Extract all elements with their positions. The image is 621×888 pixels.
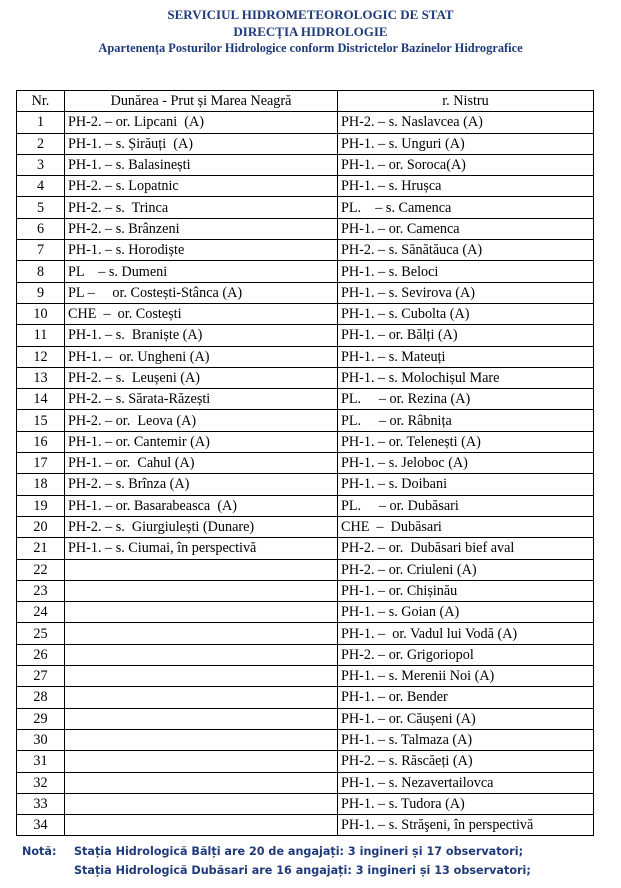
row-number: 29: [17, 708, 65, 729]
table-row: [17, 751, 594, 772]
nistru-post: PH-1. – or. Telenești (A): [338, 431, 594, 452]
danube-prut-post: PH-2. – s. Leușeni (A): [65, 367, 338, 388]
row-number: 27: [17, 666, 65, 687]
danube-prut-post: [65, 815, 338, 836]
danube-prut-post: PH-2. – s. Brînza (A): [65, 474, 338, 495]
row-number: 33: [17, 793, 65, 814]
row-number: 26: [17, 644, 65, 665]
nistru-post: PH-1. – or. Camenca: [338, 218, 594, 239]
nistru-post: PH-1. – s. Doibani: [338, 474, 594, 495]
nistru-post: PH-1. – s. Jeloboc (A): [338, 453, 594, 474]
row-number: 25: [17, 623, 65, 644]
danube-prut-post: [65, 772, 338, 793]
hydrological-posts-table: [16, 90, 594, 836]
column-header-danube-prut: Dunărea - Prut și Marea Neagră: [65, 91, 338, 112]
row-number: 31: [17, 751, 65, 772]
danube-prut-post: PH-1. – or. Ungheni (A): [65, 346, 338, 367]
nistru-post: PH-1. – or. Bender: [338, 687, 594, 708]
column-header-nistru: r. Nistru: [338, 91, 594, 112]
table-row: [17, 538, 594, 559]
danube-prut-post: PL – or. Costești-Stânca (A): [65, 282, 338, 303]
row-number: 34: [17, 815, 65, 836]
danube-prut-post: PH-2. – s. Brânzeni: [65, 218, 338, 239]
nistru-post: PH-2. – s. Răscăeți (A): [338, 751, 594, 772]
nistru-post: PH-1. – s. Merenii Noi (A): [338, 666, 594, 687]
table-row: [17, 772, 594, 793]
row-number: 17: [17, 453, 65, 474]
table-row: [17, 474, 594, 495]
table-row: [17, 367, 594, 388]
danube-prut-post: PH-2. – or. Lipcani (A): [65, 112, 338, 133]
danube-prut-post: [65, 580, 338, 601]
danube-prut-post: [65, 623, 338, 644]
note: [22, 842, 612, 880]
row-number: 24: [17, 602, 65, 623]
table-row: [17, 431, 594, 452]
table-row: [17, 708, 594, 729]
danube-prut-post: PH-2. – s. Giurgiulești (Dunare): [65, 516, 338, 537]
nistru-post: PL. – s. Camenca: [338, 197, 594, 218]
row-number: 12: [17, 346, 65, 367]
nistru-post: PL. – or. Dubăsari: [338, 495, 594, 516]
row-number: 22: [17, 559, 65, 580]
danube-prut-post: PH-1. – or. Cantemir (A): [65, 431, 338, 452]
nistru-post: PH-1. – s. Molochișul Mare: [338, 367, 594, 388]
nistru-post: PH-2. – or. Criuleni (A): [338, 559, 594, 580]
danube-prut-post: PH-1. – s. Balasinești: [65, 154, 338, 175]
table-row: [17, 218, 594, 239]
nistru-post: PH-1. – s. Mateuți: [338, 346, 594, 367]
note-line-balti: Stația Hidrologică Bălți are 20 de angajați: 3 ingineri și 17 observatori;: [74, 845, 524, 858]
danube-prut-post: [65, 666, 338, 687]
danube-prut-post: [65, 644, 338, 665]
nistru-post: PH-2. – or. Grigoriopol: [338, 644, 594, 665]
danube-prut-post: PH-1. – s. Braniște (A): [65, 325, 338, 346]
nistru-post: PH-2. – or. Dubăsari bief aval: [338, 538, 594, 559]
nistru-post: PH-2. – s. Sănătăuca (A): [338, 240, 594, 261]
row-number: 18: [17, 474, 65, 495]
table-row: [17, 644, 594, 665]
table-row: [17, 303, 594, 324]
table-row: [17, 559, 594, 580]
row-number: 13: [17, 367, 65, 388]
document-header: [0, 6, 621, 57]
table-row: [17, 815, 594, 836]
row-number: 14: [17, 389, 65, 410]
nistru-post: PH-1. – s. Beloci: [338, 261, 594, 282]
row-number: 30: [17, 729, 65, 750]
row-number: 5: [17, 197, 65, 218]
danube-prut-post: PH-1. – or. Basarabeasca (A): [65, 495, 338, 516]
danube-prut-post: [65, 708, 338, 729]
danube-prut-post: PH-1. – s. Șirăuți (A): [65, 133, 338, 154]
nistru-post: PH-1. – s. Talmaza (A): [338, 729, 594, 750]
danube-prut-post: PH-1. – s. Ciumai, în perspectivă: [65, 538, 338, 559]
row-number: 19: [17, 495, 65, 516]
nistru-post: PH-1. – or. Bălți (A): [338, 325, 594, 346]
nistru-post: PH-1. – s. Goian (A): [338, 602, 594, 623]
nistru-post: PL. – or. Rezina (A): [338, 389, 594, 410]
table-row: [17, 623, 594, 644]
table-row: [17, 687, 594, 708]
table-row: [17, 176, 594, 197]
danube-prut-post: PH-2. – s. Lopatnic: [65, 176, 338, 197]
row-number: 9: [17, 282, 65, 303]
service-title: SERVICIUL HIDROMETEOROLOGIC DE STAT: [167, 7, 454, 22]
nistru-post: PL. – or. Râbnița: [338, 410, 594, 431]
table-row: [17, 516, 594, 537]
table-row: [17, 240, 594, 261]
nistru-post: CHE – Dubăsari: [338, 516, 594, 537]
row-number: 28: [17, 687, 65, 708]
table-row: [17, 602, 594, 623]
danube-prut-post: [65, 793, 338, 814]
table-row: [17, 729, 594, 750]
table-row: [17, 261, 594, 282]
note-label: Notă:: [22, 845, 57, 858]
danube-prut-post: [65, 559, 338, 580]
nistru-post: PH-1. – s. Sevirova (A): [338, 282, 594, 303]
nistru-post: PH-1. – or. Chișinău: [338, 580, 594, 601]
table-row: [17, 112, 594, 133]
danube-prut-post: PH-1. – or. Cahul (A): [65, 453, 338, 474]
row-number: 15: [17, 410, 65, 431]
nistru-post: PH-2. – s. Naslavcea (A): [338, 112, 594, 133]
table-row: [17, 389, 594, 410]
column-header-nr: Nr.: [17, 91, 65, 112]
nistru-post: PH-1. – or. Vadul lui Vodă (A): [338, 623, 594, 644]
nistru-post: PH-1. – s. Unguri (A): [338, 133, 594, 154]
nistru-post: PH-1. – or. Soroca(A): [338, 154, 594, 175]
nistru-post: PH-1. – s. Hrușca: [338, 176, 594, 197]
row-number: 6: [17, 218, 65, 239]
nistru-post: PH-1. – s. Cubolta (A): [338, 303, 594, 324]
row-number: 10: [17, 303, 65, 324]
danube-prut-post: CHE – or. Costești: [65, 303, 338, 324]
nistru-post: PH-1. – s. Tudora (A): [338, 793, 594, 814]
table-row: [17, 580, 594, 601]
table-body: [17, 112, 594, 836]
table-row: [17, 154, 594, 175]
nistru-post: PH-1. – or. Căușeni (A): [338, 708, 594, 729]
danube-prut-post: [65, 751, 338, 772]
table-row: [17, 346, 594, 367]
row-number: 32: [17, 772, 65, 793]
nistru-post: PH-1. – s. Străşeni, în perspectivă: [338, 815, 594, 836]
table-row: [17, 793, 594, 814]
directorate-title: DIRECȚIA HIDROLOGIE: [233, 24, 388, 39]
table-row: [17, 133, 594, 154]
danube-prut-post: [65, 729, 338, 750]
table-row: [17, 282, 594, 303]
table-row: [17, 325, 594, 346]
row-number: 2: [17, 133, 65, 154]
note-line-dubasari: Stația Hidrologică Dubăsari are 16 angajați: 3 ingineri și 13 observatori;: [74, 864, 531, 877]
table-row: [17, 453, 594, 474]
table-row: [17, 495, 594, 516]
danube-prut-post: PH-2. – s. Sărata-Răzești: [65, 389, 338, 410]
table-row: [17, 197, 594, 218]
nistru-post: PH-1. – s. Nezavertailovca: [338, 772, 594, 793]
table-header-row: [17, 91, 594, 112]
danube-prut-post: PH-2. – or. Leova (A): [65, 410, 338, 431]
danube-prut-post: PH-2. – s. Trinca: [65, 197, 338, 218]
document-subtitle: Apartenența Posturilor Hidrologice conform Districtelor Bazinelor Hidrografice: [98, 41, 523, 55]
table-row: [17, 410, 594, 431]
row-number: 23: [17, 580, 65, 601]
row-number: 16: [17, 431, 65, 452]
row-number: 4: [17, 176, 65, 197]
row-number: 8: [17, 261, 65, 282]
danube-prut-post: PL – s. Dumeni: [65, 261, 338, 282]
row-number: 21: [17, 538, 65, 559]
row-number: 11: [17, 325, 65, 346]
row-number: 20: [17, 516, 65, 537]
danube-prut-post: PH-1. – s. Horodiște: [65, 240, 338, 261]
danube-prut-post: [65, 687, 338, 708]
row-number: 7: [17, 240, 65, 261]
danube-prut-post: [65, 602, 338, 623]
row-number: 1: [17, 112, 65, 133]
row-number: 3: [17, 154, 65, 175]
table-row: [17, 666, 594, 687]
